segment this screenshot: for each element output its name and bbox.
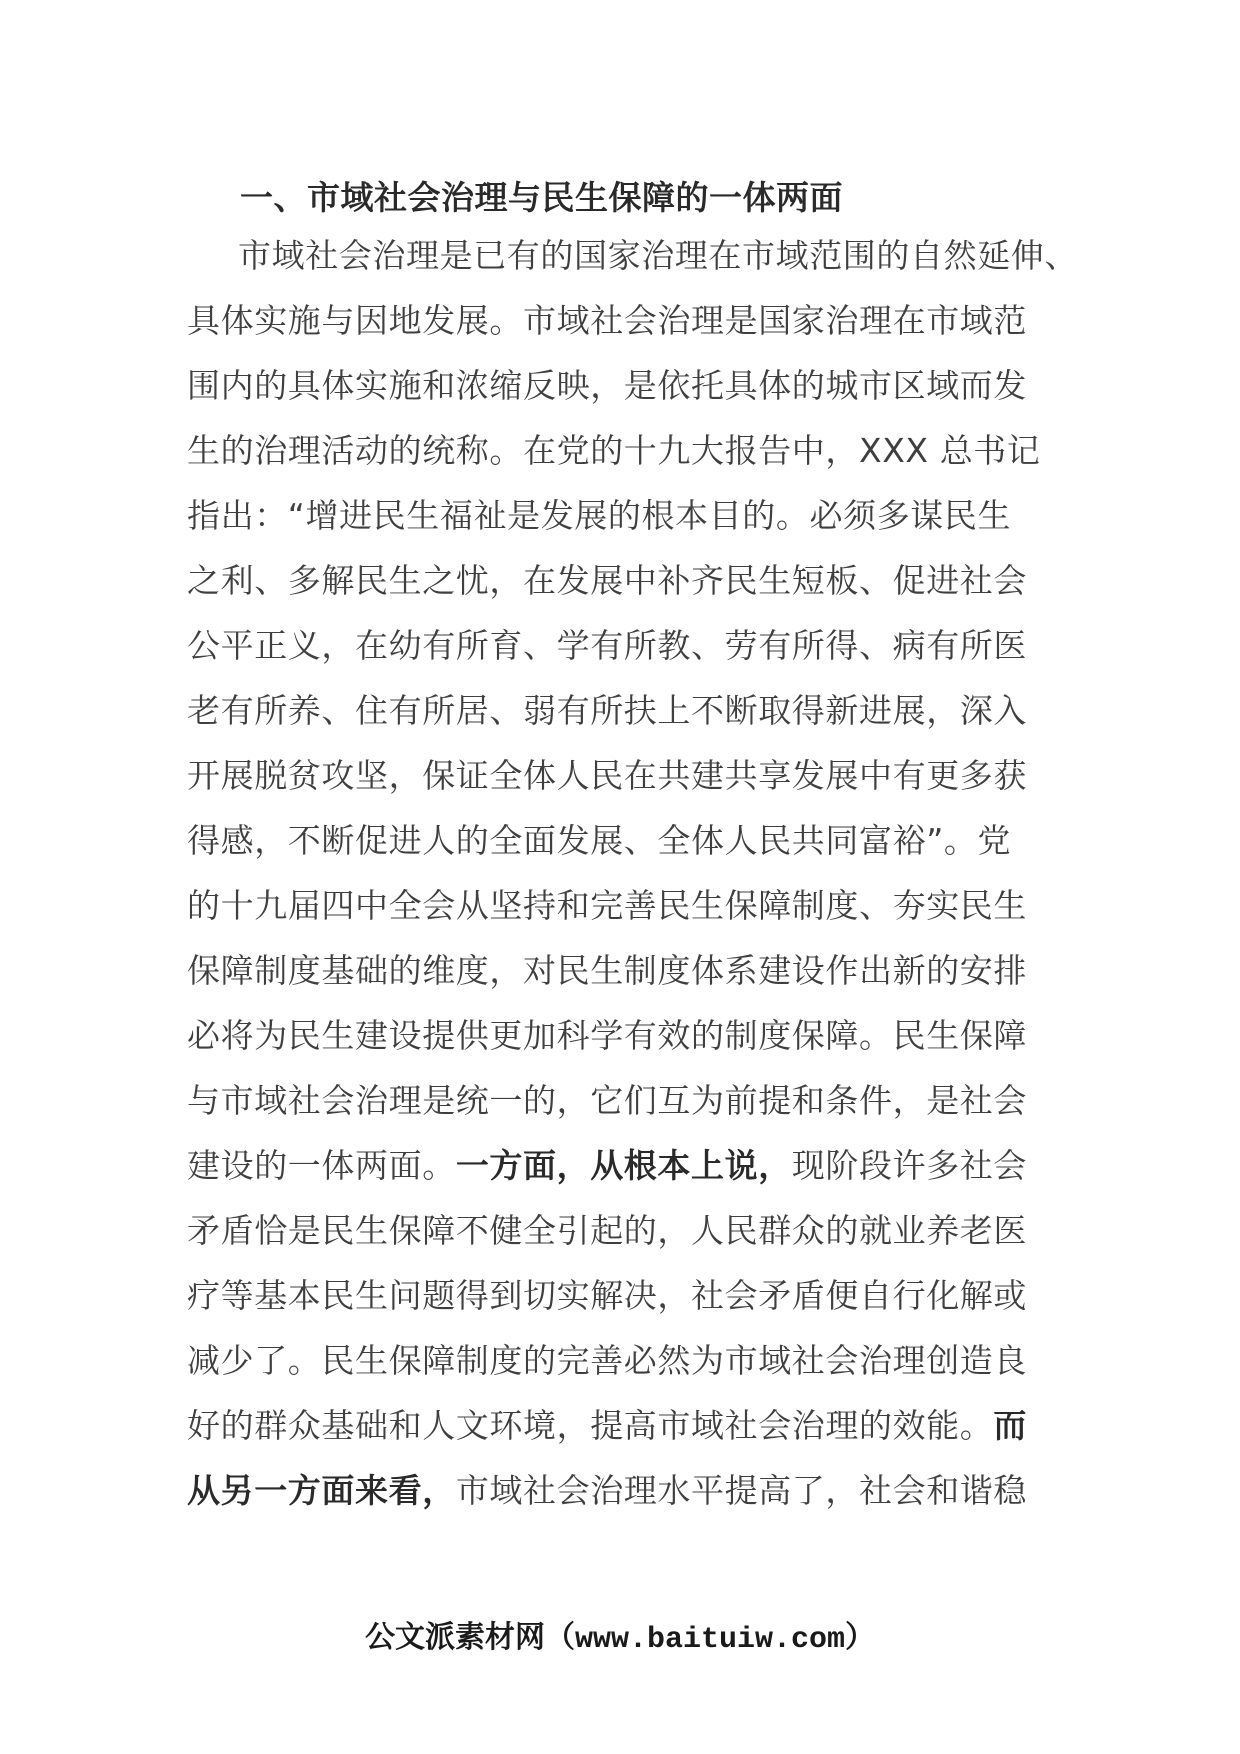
text-segment: 市域社会治理水平提高了，社会和谐稳 [455,1471,1028,1510]
text-line: 市域社会治理是已有的国家治理在市域范围的自然延伸、 [238,236,1078,275]
text-line [187,1133,1237,1198]
bold-text-segment: 一方面，从根本上说， [455,1146,792,1185]
text-line: 指出：“增进民生福祉是发展的根本目的。必须多谋民生 [187,496,1012,535]
footer-watermark [0,1612,1240,1657]
bold-text-segment: 从另一方面来看， [187,1471,456,1510]
text-line: 必将为民生建设提供更加科学有效的制度保障。民生保障 [187,1016,1027,1055]
text-line [187,1458,1237,1523]
text-line: 老有所养、住有所居、弱有所扶上不断取得新进展，深入 [187,691,1027,730]
text-line: 围内的具体实施和浓缩反映，是依托具体的城市区域而发 [187,366,1027,405]
footer-url: （www.baituiw.com） [544,1623,876,1657]
text-line: 具体实施与因地发展。市域社会治理是国家治理在市域范 [187,301,1027,340]
text-line: 矛盾恰是民生保障不健全引起的，人民群众的就业养老医 [187,1211,1027,1250]
text-line: 之利、多解民生之忧，在发展中补齐民生短板、促进社会 [187,561,1027,600]
text-line: 的十九届四中全会从坚持和完善民生保障制度、夯实民生 [187,886,1027,925]
footer-site-name: 公文派素材网 [364,1620,545,1655]
text-segment: 现阶段许多社会 [791,1146,1028,1185]
text-line: 开展脱贫攻坚，保证全体人民在共建共享发展中有更多获 [187,756,1027,795]
text-line: 与市域社会治理是统一的，它们互为前提和条件，是社会 [187,1081,1027,1120]
text-line: 公平正义，在幼有所育、学有所教、劳有所得、病有所医 [187,626,1027,665]
text-line: 得感，不断促进人的全面发展、全体人民共同富裕”。党 [187,821,1012,860]
bold-text-segment: 而 [993,1406,1028,1445]
text-line: 减少了。民生保障制度的完善必然为市域社会治理创造良 [187,1341,1027,1380]
text-line: 疗等基本民生问题得到切实解决，社会矛盾便自行化解或 [187,1276,1027,1315]
section-heading: 一、市域社会治理与民生保障的一体两面 [240,178,843,217]
text-segment: 好的群众基础和人文环境，提高市域社会治理的效能。 [187,1406,994,1445]
text-line [187,1393,1237,1458]
text-segment: 建设的一体两面。 [187,1146,456,1185]
text-line: 生的治理活动的统称。在党的十九大报告中，XXX 总书记 [187,431,1041,470]
text-line: 保障制度基础的维度，对民生制度体系建设作出新的安排 [187,951,1027,990]
body-paragraph [187,223,1237,1523]
